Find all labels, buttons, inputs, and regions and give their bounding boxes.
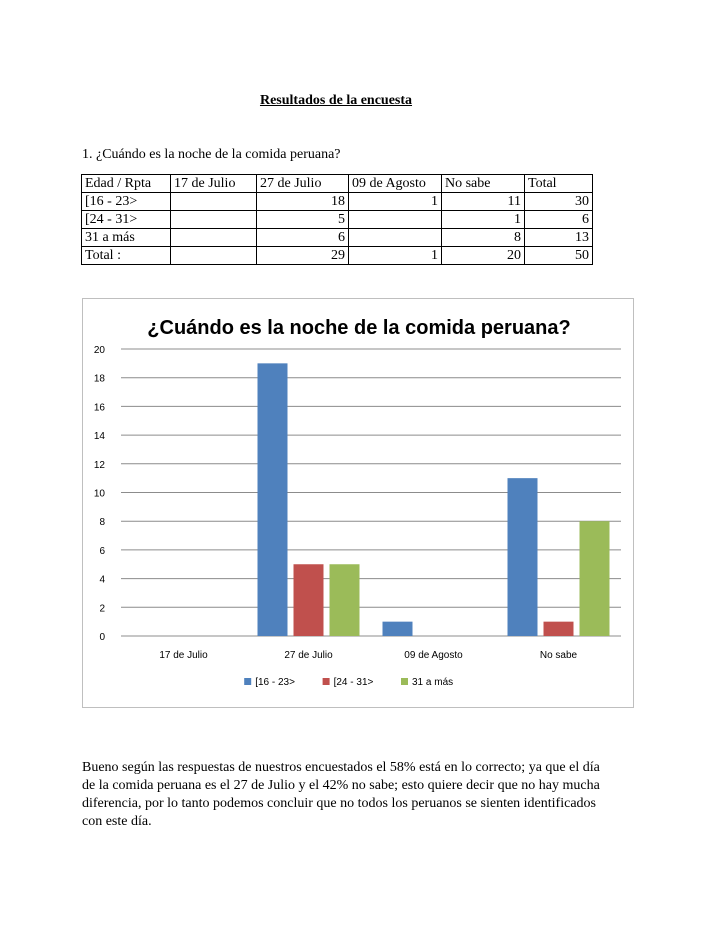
- table-header-cell: Edad / Rpta: [82, 175, 171, 193]
- table-header-cell: 27 de Julio: [257, 175, 349, 193]
- table-cell: 1: [442, 211, 525, 229]
- table-row: [82, 211, 593, 229]
- table-cell: 11: [442, 193, 525, 211]
- legend-label: [24 - 31>: [333, 677, 374, 688]
- table-header-cell: 09 de Agosto: [349, 175, 442, 193]
- table-cell: 6: [525, 211, 593, 229]
- y-tick-label: 6: [99, 545, 105, 557]
- x-tick-label: 09 de Agosto: [404, 650, 463, 661]
- table-cell: [349, 229, 442, 247]
- table-header-row: [82, 175, 593, 193]
- results-table: [81, 174, 593, 265]
- table-cell: [171, 193, 257, 211]
- legend-swatch: [244, 678, 251, 685]
- bar: [383, 622, 413, 636]
- y-tick-label: 16: [93, 402, 105, 414]
- y-tick-label: 14: [93, 431, 105, 443]
- bar: [580, 521, 610, 636]
- table-cell: 1: [349, 193, 442, 211]
- table-row: [82, 193, 593, 211]
- table-header-cell: Total: [525, 175, 593, 193]
- y-tick-label: 0: [99, 632, 105, 643]
- table-cell: 50: [525, 247, 593, 265]
- page-heading: Resultados de la encuesta: [259, 93, 413, 108]
- y-tick-label: 12: [93, 459, 105, 471]
- table-cell: [16 - 23>: [82, 193, 171, 211]
- table-cell: [349, 211, 442, 229]
- bar: [544, 622, 574, 636]
- legend-label: [16 - 23>: [255, 677, 295, 688]
- legend-swatch: [401, 678, 408, 685]
- table-cell: 30: [525, 193, 593, 211]
- y-tick-label: 18: [93, 373, 105, 385]
- bar: [508, 478, 538, 636]
- table-cell: [171, 211, 257, 229]
- table-cell: 29: [257, 247, 349, 265]
- y-tick-label: 20: [93, 345, 105, 356]
- y-tick-label: 8: [99, 517, 105, 529]
- table-cell: 5: [257, 211, 349, 229]
- table-cell: 31 a más: [82, 229, 171, 247]
- table-cell: Total :: [82, 247, 171, 265]
- conclusion-paragraph: Bueno según las respuestas de nuestros encuestados el 58% está en lo correcto; ya que el día de la comida peruana es el 27 de Julio y el 42% no sabe; esto quiere decir que no hay mucha diferencia, por lo tanto podemos concluir que no todos los peruanos se sienten identificados con este día.: [82, 760, 600, 829]
- chart-title: ¿Cuándo es la noche de la comida peruana?: [147, 317, 571, 339]
- legend-swatch: [323, 678, 330, 685]
- table-cell: [24 - 31>: [82, 211, 171, 229]
- table-header-cell: 17 de Julio: [171, 175, 257, 193]
- x-tick-label: No sabe: [539, 650, 578, 661]
- y-tick-label: 2: [99, 603, 105, 615]
- table-header-cell: No sabe: [442, 175, 525, 193]
- bar-chart-svg: [83, 299, 635, 709]
- table-total-row: [82, 247, 593, 265]
- table-cell: 6: [257, 229, 349, 247]
- table-cell: 1: [349, 247, 442, 265]
- table-cell: 8: [442, 229, 525, 247]
- y-tick-label: 4: [99, 574, 105, 586]
- table-row: [82, 229, 593, 247]
- bar: [258, 363, 288, 636]
- bar: [330, 564, 360, 636]
- table-cell: [171, 247, 257, 265]
- bar-chart: [82, 298, 634, 708]
- bar: [294, 564, 324, 636]
- x-tick-label: 27 de Julio: [284, 650, 333, 661]
- question-text: 1. ¿Cuándo es la noche de la comida peruana?: [82, 147, 341, 162]
- table-cell: 18: [257, 193, 349, 211]
- table-cell: 20: [442, 247, 525, 265]
- table-cell: [171, 229, 257, 247]
- table-cell: 13: [525, 229, 593, 247]
- x-tick-label: 17 de Julio: [159, 650, 208, 661]
- y-tick-label: 10: [93, 488, 105, 500]
- legend-label: 31 a más: [412, 677, 454, 688]
